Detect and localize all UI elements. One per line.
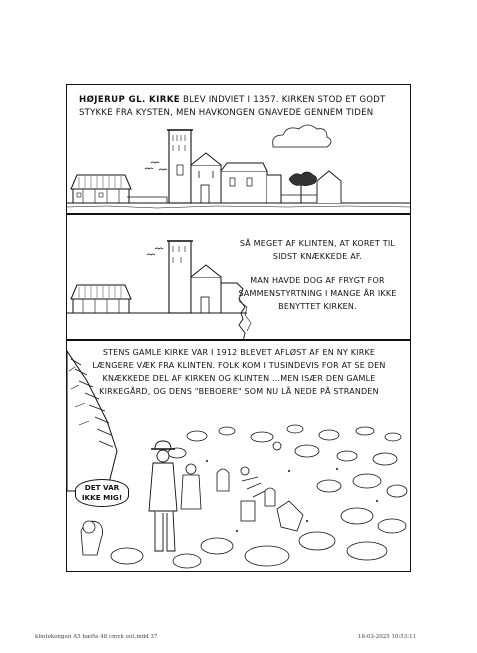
panel-1-caption: [79, 94, 401, 120]
panel-3-caption: STENS GAMLE KIRKE VAR I 1912 BLEVET AFLØST AF EN NY KIRKE LÆNGERE VÆK FRA KLINTEN. FOLK KOM I TUSINDEVIS FOR AT SE DEN KNÆKKEDE DEL AF KIRKEN OG KLINTEN ...MEN ISÆR DEN GAMLE KIRKEGÅRD, OG DENS "BEBOERE" SOM NU LÅ NEDE PÅ STRANDEN: [92, 348, 386, 396]
caption-church-unused: MAN HAVDE DOG AF FRYGT FOR SAMMENSTYRTNING I MANGE ÅR IKKE BENYTTET KIRKEN.: [238, 276, 397, 311]
caption-text: BLEV INDVIET I 1357. KIRKEN STOD ET GODT STYKKE FRA KYSTEN, MEN HAVKONGEN GNAVEDE GENNEM TIDEN: [79, 95, 386, 118]
print-slug-file: klintekongen A5 hæfte 48 cmyk out.indd 37: [35, 634, 158, 640]
panel-2-caption: [235, 237, 400, 313]
caption-church-name: HØJERUP GL. KIRKE: [79, 95, 181, 105]
speech-bubble: DET VAR IKKE MIG!: [75, 479, 129, 507]
comic-panel-3: [66, 340, 411, 572]
print-slug-timestamp: 18-03-2025 10:53:11: [358, 634, 417, 640]
comic-panel-2: [66, 214, 411, 340]
comic-panel-1: [66, 84, 411, 214]
caption-choir-collapse: SÅ MEGET AF KLINTEN, AT KORET TIL SIDST KNÆKKEDE AF.: [239, 239, 396, 261]
